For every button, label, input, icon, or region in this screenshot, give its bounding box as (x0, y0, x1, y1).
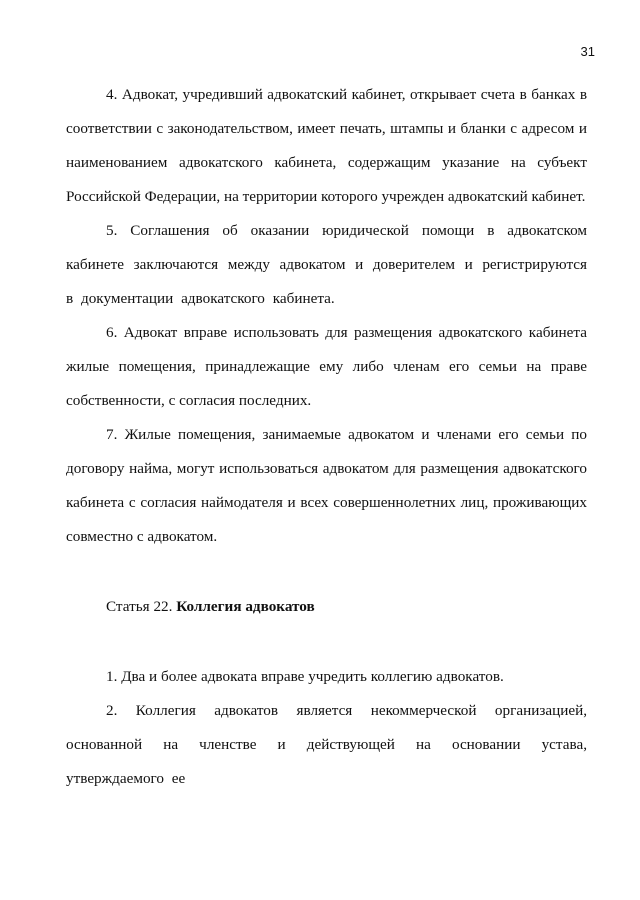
paragraph-6: 6. Адвокат вправе использовать для размещения адвокатского кабинета жилые помещения, принадлежащие ему либо членам его семьи на праве собственности, с согласия последних. (66, 324, 587, 409)
document-body (66, 78, 587, 796)
paragraph-5: 5. Соглашения об оказании юридической помощи в адвокатском кабинете заключаются между адвокатом и доверителем и регистрируются в документации адвокатского кабинета. (66, 222, 587, 307)
article-number: Статья 22. (106, 598, 173, 615)
paragraph-4: 4. Адвокат, учредивший адвокатский кабинет, открывает счета в банках в соответствии с законодательством, имеет печать, штампы и бланки с адресом и наименованием адвокатского кабинета, содержащим указание на субъект Российской Федерации, на территории которого учрежден адвокатский кабинет. (66, 86, 587, 205)
article-heading (66, 590, 587, 624)
article-paragraph-2: 2. Коллегия адвокатов является некоммерческой организацией, основанной на членстве и действующей на основании устава, утверждаемого ее (66, 702, 587, 787)
page-number: 31 (580, 44, 595, 59)
article-paragraph-1: 1. Два и более адвоката вправе учредить коллегию адвокатов. (106, 668, 504, 685)
paragraph-7: 7. Жилые помещения, занимаемые адвокатом и членами его семьи по договору найма, могут использоваться адвокатом для размещения адвокатского кабинета с согласия наймодателя и всех совершеннолетних лиц, проживающих совместно с адвокатом. (66, 426, 587, 545)
article-title: Коллегия адвокатов (176, 598, 315, 615)
